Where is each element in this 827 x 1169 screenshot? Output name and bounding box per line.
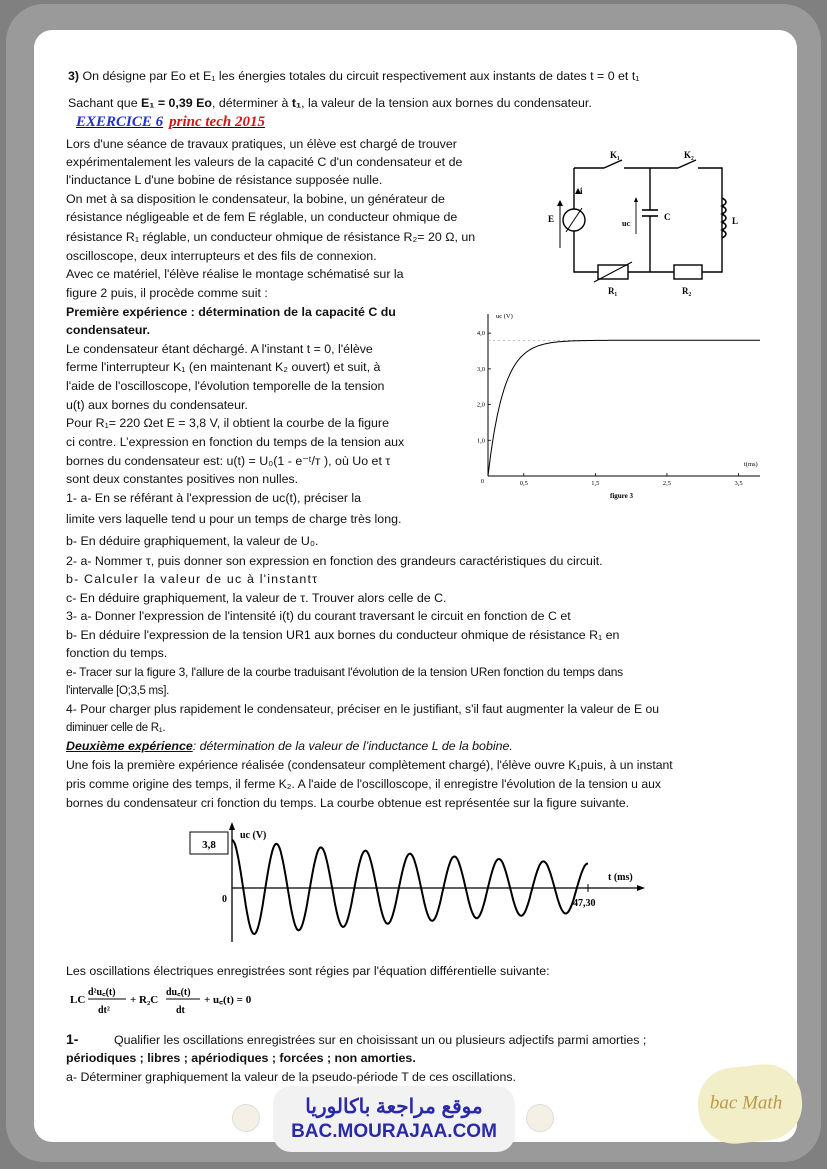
q3-line2 xyxy=(68,95,592,112)
wire-right xyxy=(698,168,722,272)
exp1-line: sont deux constantes positives non nulles. xyxy=(66,472,299,486)
eq-intro: Les oscillations électriques enregistrées sont régies par l'équation différentielle suivante: xyxy=(66,964,550,978)
eq-plus1: + R₂C xyxy=(130,994,159,1006)
eq-num2: du꜀(t) xyxy=(166,987,191,998)
intro-line: résistance R₁ réglable, un conducteur ohmique de résistance R₂= 20 Ω, un xyxy=(66,230,476,244)
eq-num1: d²u꜀(t) xyxy=(88,987,116,998)
exercise-title xyxy=(76,114,265,131)
e-arrow-head xyxy=(557,200,563,206)
label-k1: K₁ xyxy=(610,150,620,160)
exp2-line: bornes du condensateur cri fonction du temps. La courbe obtenue est représentée sur la figure suivante. xyxy=(66,796,630,810)
exp1-line: Pour R₁= 220 Ωet E = 3,8 V, il obtient la courbe de la figure xyxy=(66,416,389,430)
charge-ticks xyxy=(477,330,760,487)
exp2-title xyxy=(66,738,513,755)
y-tick-label: 1,0 xyxy=(476,437,485,445)
question-line: fonction du temps. xyxy=(66,646,168,660)
question-line: b- En déduire graphiquement, la valeur de U₀. xyxy=(66,534,319,548)
intro-line: figure 2 puis, il procède comme suit : xyxy=(66,286,268,300)
resistor-r2 xyxy=(674,265,702,279)
osc-x-arrow xyxy=(637,885,645,891)
exp2-q1-adjectives: périodiques ; libres ; apériodiques ; forcées ; non amorties. xyxy=(66,1051,416,1065)
question-line: 1- a- En se référant à l'expression de uc(t), préciser la xyxy=(66,491,362,505)
question-line: b- En déduire l'expression de la tension UR1 aux bornes du conducteur ohmique de résistance R₁ en xyxy=(66,628,620,642)
intro-line: Lors d'une séance de travaux pratiques, un élève est chargé de trouver xyxy=(66,137,457,151)
label-c: C xyxy=(664,212,671,222)
exp2-line: pris comme origine des temps, il ferme K₂. A l'aide de l'oscilloscope, il enregistre l'évolution de la tension u aux xyxy=(66,777,661,791)
q3-number: 3) xyxy=(68,69,80,83)
exp1-line: Le condensateur étant déchargé. A l'instant t = 0, l'élève xyxy=(66,342,373,356)
exp2-q1-line: Qualifier les oscillations enregistrées sur en choisissant un ou plusieurs adjectifs parmi amorties ; xyxy=(114,1033,647,1047)
footer-arabic: موقع مراجعة باكالوريا xyxy=(305,1096,483,1118)
charge-curve xyxy=(488,340,760,476)
q3-text: On désigne par Eo et E₁ les énergies totales du circuit respectivement aux instants de dates t = 0 et t₁ xyxy=(82,69,640,83)
exp2-q1 xyxy=(66,1031,78,1049)
osc-y-arrow xyxy=(229,822,235,830)
charge-title: figure 3 xyxy=(610,492,634,500)
y-tick-label: 2,0 xyxy=(476,401,485,409)
x-tick-label: 3,5 xyxy=(734,480,743,487)
osc-origin: 0 xyxy=(222,894,227,905)
osc-xlabel: t (ms) xyxy=(608,872,633,883)
left-logo xyxy=(232,1104,260,1132)
intro-line: Avec ce matériel, l'élève réalise le montage schématisé sur la xyxy=(66,267,404,281)
question-line: limite vers laquelle tend u pour un temps de charge très long. xyxy=(66,512,402,526)
differential-equation xyxy=(66,980,286,1024)
exp1-line: bornes du condensateur est: u(t) = U₀(1 - e⁻ᵗ/ᴛ ), où Uo et τ xyxy=(66,454,391,468)
footer-site[interactable]: BAC.MOURAJAA.COM xyxy=(291,1121,497,1142)
question-line: 2- a- Nommer τ, puis donner son expression en fonction des grandeurs caractéristiques du circuit. xyxy=(66,554,603,568)
label-r1: R₁ xyxy=(608,286,618,296)
footer-banner[interactable] xyxy=(273,1086,515,1152)
charge-chart xyxy=(470,308,770,504)
osc-ylabel: uc (V) xyxy=(240,830,267,841)
y-tick-label: 3,0 xyxy=(476,365,485,373)
exp1-title: Première expérience : détermination de la capacité C du xyxy=(66,305,396,319)
label-uc: uᴄ xyxy=(622,219,631,228)
eq-lc: LC xyxy=(70,994,86,1006)
question-line: 3- a- Donner l'expression de l'intensité i(t) du courant traversant le circuit en fonction de C et xyxy=(66,609,571,623)
intro-line: On met à sa disposition le condensateur, la bobine, un générateur de xyxy=(66,192,445,206)
exp2-line: Une fois la première expérience réalisée (condensateur complètement chargé), l'élève ouvre K₁puis, à un instant xyxy=(66,758,673,772)
exp1-title-cont: condensateur. xyxy=(66,323,151,337)
intro-line: oscilloscope, deux interrupteurs et des fils de connexion. xyxy=(66,249,377,263)
badge-label: bac Math xyxy=(709,1092,783,1114)
switch-k2 xyxy=(678,160,696,168)
label-r2: R₂ xyxy=(682,286,692,296)
label-l: L xyxy=(732,216,739,226)
exp2-qa: a- Déterminer graphiquement la valeur de la pseudo-période T de ces oscillations. xyxy=(66,1070,516,1084)
q3-post: , la valeur de la tension aux bornes du condensateur. xyxy=(301,96,592,110)
exp2-title-label: Deuxième expérience xyxy=(66,739,193,753)
question-line: e- Tracer sur la figure 3, l'allure de la courbe traduisant l'évolution de la tension URen fonction du temps dans xyxy=(66,665,623,679)
exp1-line: ferme l'interrupteur K₁ (en maintenant K₂ ouvert) et suit, à xyxy=(66,360,381,374)
q3-line xyxy=(68,68,639,85)
switch-k1 xyxy=(604,160,622,168)
question-line: b- Calculer la valeur de uc à l'instantτ xyxy=(66,572,319,586)
x-tick-label: 0,5 xyxy=(519,480,528,487)
box-value-label: 3,8 xyxy=(202,839,216,851)
label-i: i xyxy=(580,186,583,196)
osc-end-label: 47,30 xyxy=(573,898,596,909)
q3-energy: E₁ = 0,39 Eo xyxy=(141,96,212,110)
eq-den1: dt² xyxy=(98,1005,110,1016)
circuit-diagram xyxy=(538,148,740,300)
question-line: c- En déduire graphiquement, la valeur de τ. Trouver alors celle de C. xyxy=(66,591,447,605)
right-logo xyxy=(526,1104,554,1132)
q3-pre: Sachant que xyxy=(68,96,142,110)
uc-arrow-head xyxy=(634,197,638,202)
y-tick-label: 4,0 xyxy=(476,330,485,338)
question-line: l'intervalle [O;3,5 ms]. xyxy=(66,685,170,697)
exp1-line: ci contre. L’expression en fonction du temps de la tension aux xyxy=(66,435,405,449)
question-line: 4- Pour charger plus rapidement le condensateur, préciser en le justifiant, s'il faut augmenter la valeur de E ou xyxy=(66,702,660,716)
x-tick-label: 1,5 xyxy=(591,480,600,487)
exercise-source: princ tech 2015 xyxy=(169,114,265,130)
charge-xlabel: t(ms) xyxy=(744,461,758,468)
x-tick-label: 2,5 xyxy=(662,480,672,487)
label-k2: K₂ xyxy=(684,150,694,160)
oscillation-curve xyxy=(232,840,588,934)
intro-line: résistance négligeable et de fem E réglable, un conducteur ohmique de xyxy=(66,210,458,224)
exp1-line: u(t) aux bornes du condensateur. xyxy=(66,398,248,412)
question-line: diminuer celle de R₁. xyxy=(66,722,166,734)
charge-origin: 0 xyxy=(480,478,484,485)
q3-mid: , déterminer à xyxy=(211,96,292,110)
intro-line: l'inductance L d'une bobine de résistance supposée nulle. xyxy=(66,173,383,187)
charge-ylabel: uc (V) xyxy=(496,313,513,320)
q3-t1: t₁ xyxy=(291,96,302,110)
label-e: E xyxy=(548,214,555,224)
eq-den2: dt xyxy=(176,1005,185,1016)
exp2-q1-number: 1- xyxy=(66,1031,79,1047)
eq-rest: + u꜀(t) = 0 xyxy=(204,994,252,1006)
oscillation-chart xyxy=(180,820,650,955)
intro-line: expérimentalement les valeurs de la capacité C d'un condensateur et de xyxy=(66,155,463,169)
exp2-title-rest: : détermination de la valeur de l’inductance L de la bobine. xyxy=(192,739,513,753)
exercise-number: EXERCICE 6 xyxy=(76,114,164,130)
exp1-line: l'aide de l'oscilloscope, l'évolution temporelle de la tension xyxy=(66,379,385,393)
